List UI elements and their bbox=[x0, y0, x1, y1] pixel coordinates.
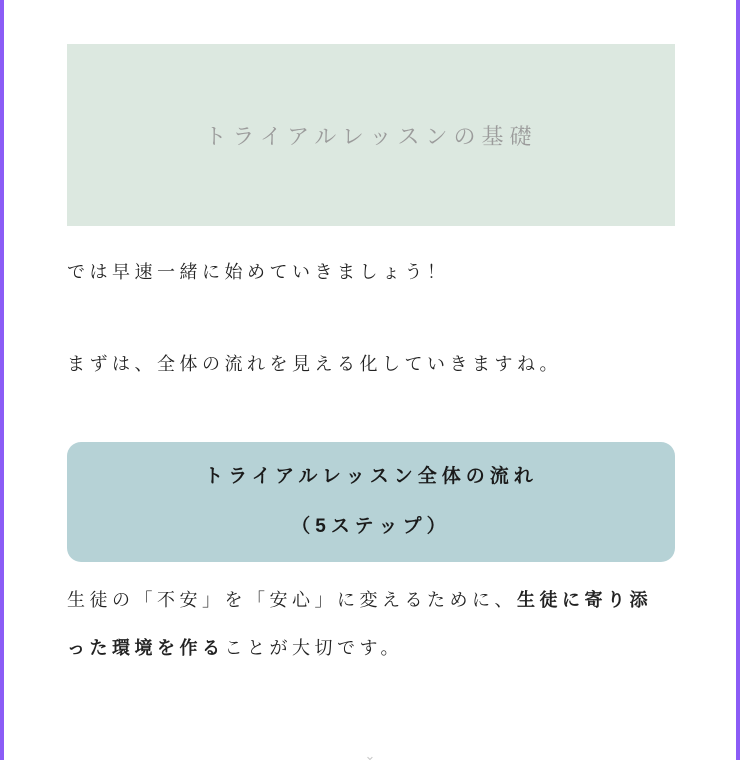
closing-text-after: ことが大切です。 bbox=[224, 638, 404, 658]
intro-paragraph: では早速一緒に始めていきましょう！ bbox=[67, 262, 450, 282]
overview-paragraph: まずは、全体の流れを見える化していきますね。 bbox=[67, 354, 562, 374]
section-banner-line-1: トライアルレッスン全体の流れ bbox=[204, 466, 538, 487]
section-banner-line-2: （5ステップ） bbox=[291, 516, 451, 537]
scroll-down-icon: ⌄ bbox=[364, 748, 376, 760]
hero-banner bbox=[67, 44, 675, 226]
closing-text-before: 生徒の「不安」を「安心」に変えるために、 bbox=[67, 590, 517, 610]
hero-title: トライアルレッスンの基礎 bbox=[204, 123, 538, 149]
closing-paragraph bbox=[67, 576, 667, 672]
section-banner bbox=[67, 442, 675, 562]
closing-text-bold: 生徒に寄り添った環境を作る bbox=[67, 590, 652, 658]
document-content bbox=[67, 0, 675, 672]
